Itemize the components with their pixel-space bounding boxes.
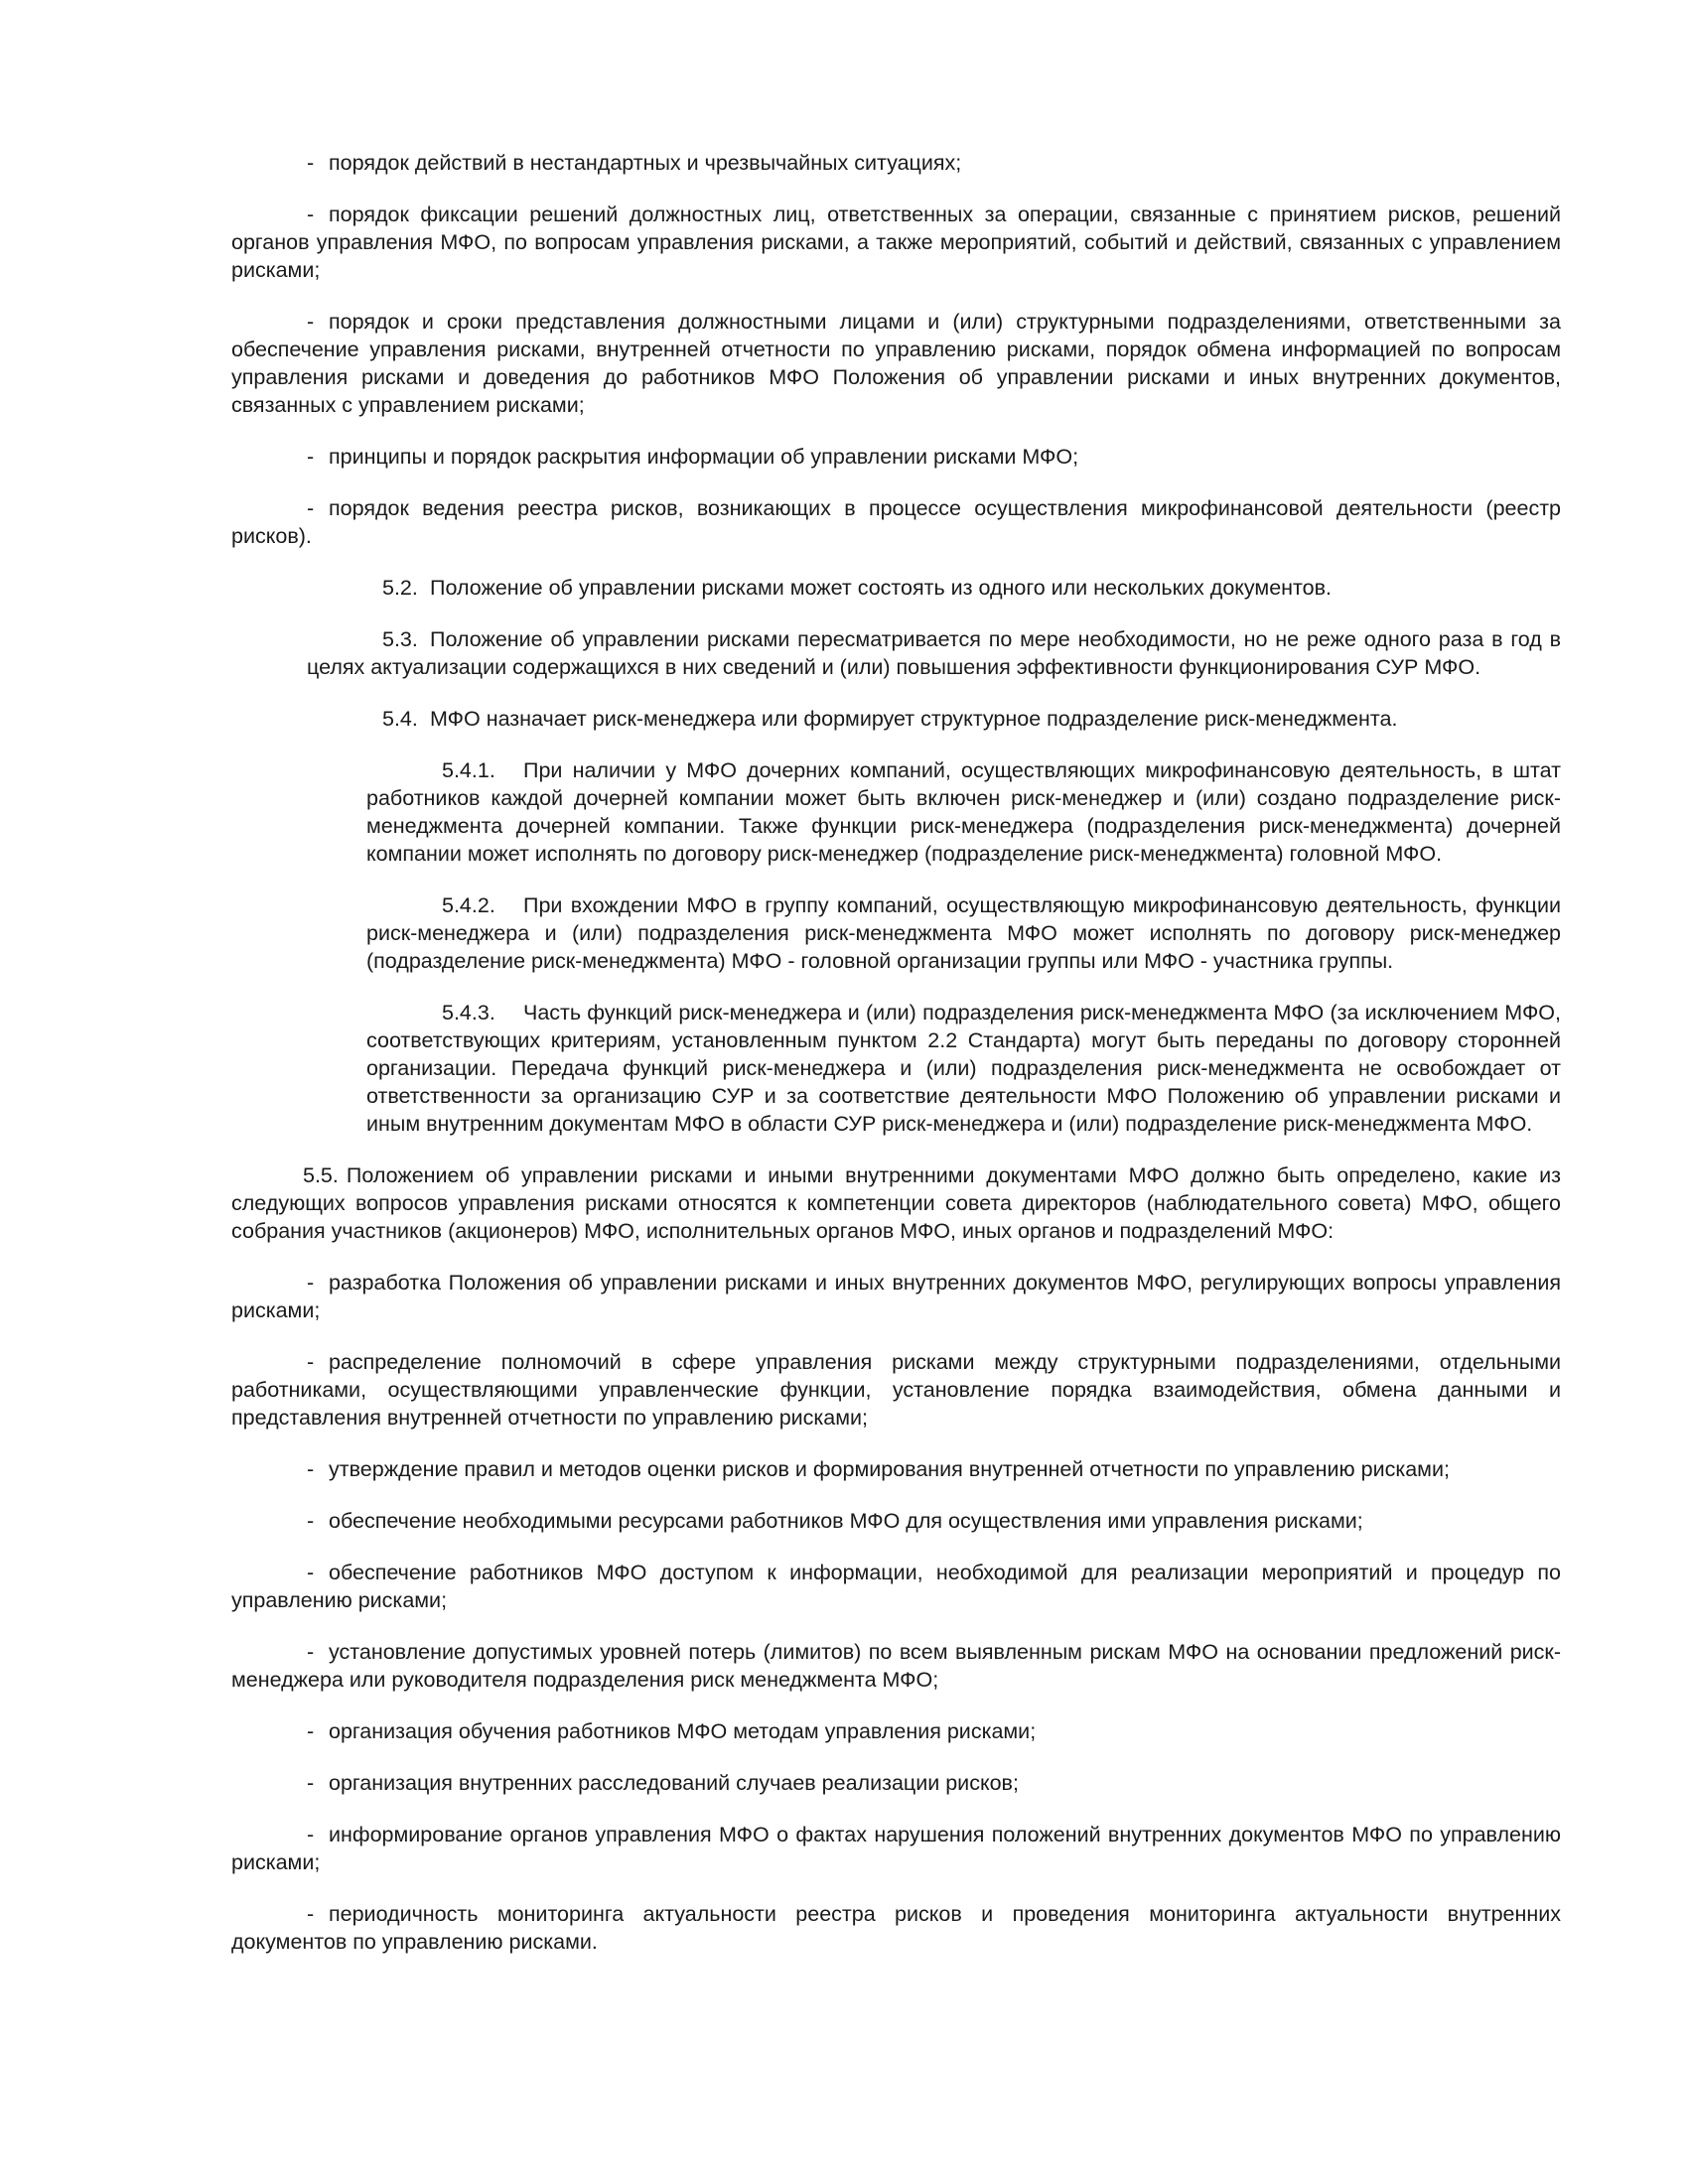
- numbered-subclause: [366, 891, 1561, 975]
- list-item: [231, 201, 1561, 284]
- numbered-clause: [307, 574, 1561, 602]
- list-item: [231, 1900, 1561, 1956]
- paragraph-text: обеспечение работников МФО доступом к информации, необходимой для реализации мероприятий и процедур по управлению рисками;: [231, 1561, 1561, 1612]
- paragraph-text: При вхождении МФО в группу компаний, осуществляющую микрофинансовую деятельность, функции риск-менеджера и (или) подразделения риск-менеджмента МФО может исполнять по договору риск-менеджер (подразделение риск-менеджмента) МФО - головной организации группы или МФО - участника группы.: [366, 893, 1561, 973]
- paragraph-text: Положением об управлении рисками и иными внутренними документами МФО должно быть определено, какие из следующих вопросов управления рисками относятся к компетенции совета директоров (наблюдательного совета) МФО, общего собрания участников (акционеров) МФО, исполнительных органов МФО, иных органов и подразделений МФО:: [231, 1163, 1561, 1243]
- paragraph-text: обеспечение необходимыми ресурсами работников МФО для осуществления ими управления рисками;: [329, 1509, 1363, 1533]
- paragraph-text: Положение об управлении рисками пересматривается по мере необходимости, но не реже одного раза в год в целях актуализации содержащихся в них сведений и (или) повышения эффективности функционирования СУР МФО.: [307, 627, 1561, 679]
- paragraph-text: При наличии у МФО дочерних компаний, осуществляющих микрофинансовую деятельность, в штат работников каждой дочерней компании может быть включен риск-менеджер и (или) создано подразделение риск-менеджмента дочерней компании. Также функции риск-менеджера (подразделения риск-менеджмента) дочерней компании может исполнять по договору риск-менеджер (подразделение риск-менеджмента) головной МФО.: [366, 758, 1561, 866]
- bullet-marker: -: [307, 1509, 315, 1533]
- clause-number: 5.4.1.: [442, 758, 495, 782]
- bullet-marker: -: [307, 1457, 315, 1481]
- bullet-marker: -: [307, 445, 315, 469]
- list-item: [231, 1638, 1561, 1694]
- bullet-marker: -: [307, 151, 315, 175]
- paragraph-text: организация внутренних расследований случаев реализации рисков;: [329, 1771, 1019, 1795]
- bullet-marker: -: [307, 310, 315, 334]
- list-item: [231, 1769, 1561, 1797]
- numbered-clause: [307, 625, 1561, 681]
- paragraph-text: организация обучения работников МФО методам управления рисками;: [329, 1719, 1037, 1743]
- bullet-marker: -: [307, 1719, 315, 1743]
- list-item: [231, 149, 1561, 177]
- bullet-marker: -: [307, 1561, 315, 1584]
- paragraph-text: порядок и сроки представления должностными лицами и (или) структурными подразделениями, ответственными за обеспечение управления рисками, внутренней отчетности по управлению рисками, порядок обмена информацией по вопросам управления рисками и доведения до работников МФО Положения об управлении рисками и иных внутренних документов, связанных с управлением рисками;: [231, 310, 1561, 417]
- list-item: [231, 308, 1561, 419]
- paragraph-text: принципы и порядок раскрытия информации об управлении рисками МФО;: [329, 445, 1079, 469]
- list-item: [231, 1507, 1561, 1535]
- paragraph-text: порядок ведения реестра рисков, возникающих в процессе осуществления микрофинансовой деятельности (реестр рисков).: [231, 496, 1561, 548]
- list-item: [231, 443, 1561, 471]
- clause-number: 5.3.: [382, 627, 418, 651]
- bullet-marker: -: [307, 1771, 315, 1795]
- paragraph-text: Положение об управлении рисками может состоять из одного или нескольких документов.: [430, 576, 1332, 600]
- list-item: [231, 1717, 1561, 1745]
- paragraph-text: разработка Положения об управлении рисками и иных внутренних документов МФО, регулирующих вопросы управления рисками;: [231, 1271, 1561, 1322]
- bullet-marker: -: [307, 1902, 315, 1926]
- numbered-clause: [307, 705, 1561, 733]
- list-item: [231, 1559, 1561, 1614]
- paragraph-text: информирование органов управления МФО о фактах нарушения положений внутренних документов МФО по управлению рисками;: [231, 1823, 1561, 1874]
- clause-number: 5.4.3.: [442, 1001, 495, 1024]
- bullet-marker: -: [307, 1271, 315, 1295]
- list-item: [231, 1348, 1561, 1432]
- bullet-marker: -: [307, 203, 315, 226]
- bullet-marker: -: [307, 496, 315, 520]
- list-item: [231, 1455, 1561, 1483]
- list-item: [231, 494, 1561, 550]
- clause-number: 5.5.: [303, 1163, 339, 1187]
- bullet-marker: -: [307, 1350, 315, 1374]
- paragraph-text: периодичность мониторинга актуальности реестра рисков и проведения мониторинга актуальности внутренних документов по управлению рисками.: [231, 1902, 1561, 1954]
- paragraph-text: Часть функций риск-менеджера и (или) подразделения риск-менеджмента МФО (за исключением МФО, соответствующих критериям, установленным пунктом 2.2 Стандарта) могут быть переданы по договору сторонней организации. Передача функций риск-менеджера и (или) подразделения риск-менеджмента не освобождает от ответственности за организацию СУР и за соответствие деятельности МФО Положению об управлении рисками и иным внутренним документам МФО в области СУР риск-менеджера и (или) подразделение риск-менеджмента МФО.: [366, 1001, 1561, 1136]
- clause-number: 5.2.: [382, 576, 418, 600]
- numbered-clause: [231, 1161, 1561, 1245]
- clause-number: 5.4.: [382, 707, 418, 731]
- paragraph-text: распределение полномочий в сфере управления рисками между структурными подразделениями, отдельными работниками, осуществляющими управленческие функции, установление порядка взаимодействия, обмена данными и представления внутренней отчетности по управлению рисками;: [231, 1350, 1561, 1430]
- paragraph-text: утверждение правил и методов оценки рисков и формирования внутренней отчетности по управлению рисками;: [329, 1457, 1450, 1481]
- bullet-marker: -: [307, 1640, 315, 1664]
- numbered-subclause: [366, 756, 1561, 868]
- paragraph-text: установление допустимых уровней потерь (лимитов) по всем выявленным рискам МФО на основании предложений риск-менеджера или руководителя подразделения риск менеджмента МФО;: [231, 1640, 1561, 1692]
- paragraph-text: МФО назначает риск-менеджера или формирует структурное подразделение риск-менеджмента.: [430, 707, 1398, 731]
- numbered-subclause: [366, 999, 1561, 1138]
- bullet-marker: -: [307, 1823, 315, 1846]
- paragraph-text: порядок действий в нестандартных и чрезвычайных ситуациях;: [329, 151, 962, 175]
- list-item: [231, 1269, 1561, 1324]
- document-page: [231, 149, 1561, 1979]
- list-item: [231, 1821, 1561, 1876]
- paragraph-text: порядок фиксации решений должностных лиц, ответственных за операции, связанные с принятием рисков, решений органов управления МФО, по вопросам управления рисками, а также мероприятий, событий и действий, связанных с управлением рисками;: [231, 203, 1561, 282]
- clause-number: 5.4.2.: [442, 893, 495, 917]
